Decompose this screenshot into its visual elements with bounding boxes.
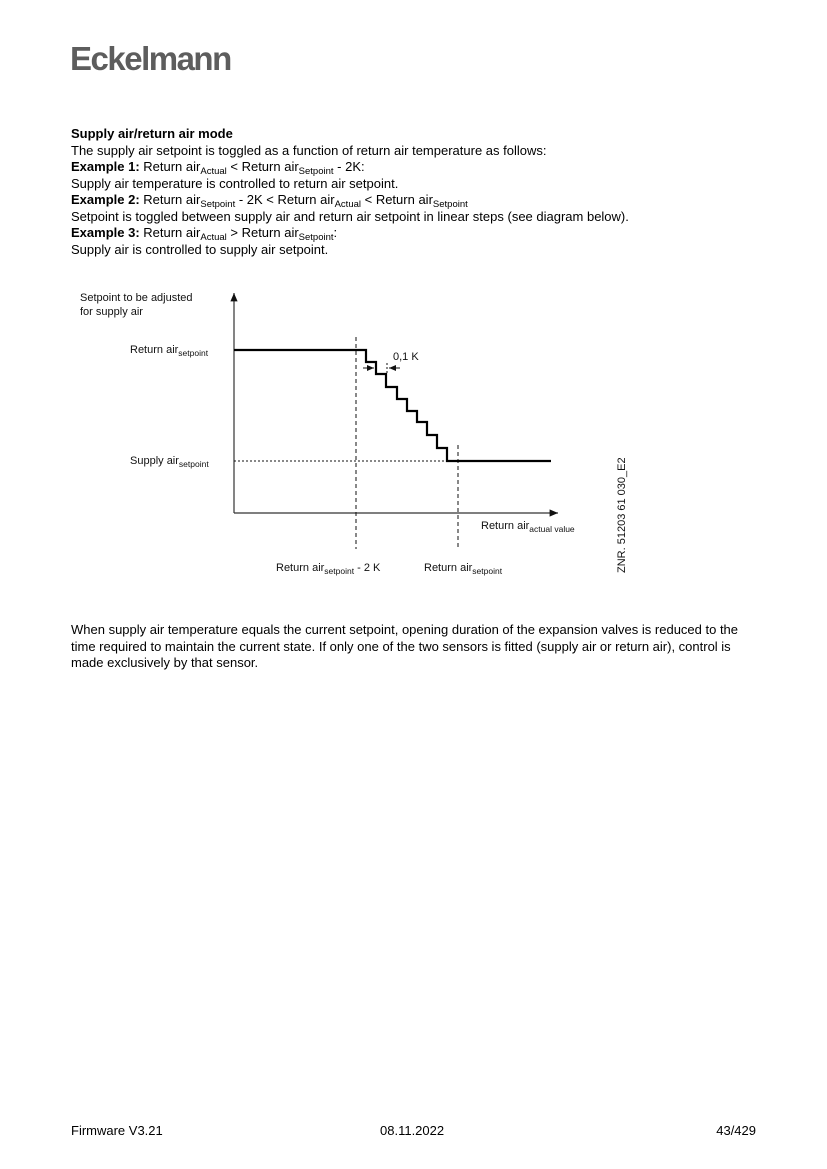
footer-firmware: Firmware V3.21 — [71, 1123, 163, 1138]
t: Return air — [481, 520, 530, 532]
s: Setpoint — [432, 199, 468, 210]
s: Setpoint — [298, 166, 334, 177]
t: < Return air — [226, 159, 299, 174]
s: Actual — [200, 232, 227, 243]
t: > Return air — [226, 225, 299, 240]
t: Return air — [139, 192, 201, 207]
y-axis-label-1: Setpoint to be adjusted — [80, 292, 193, 304]
t: Supply air — [130, 455, 179, 467]
t: : — [333, 225, 338, 240]
footer-page: 43/429 — [716, 1123, 756, 1138]
y-axis-label-2: for supply air — [80, 306, 143, 318]
x-mark-setpoint — [424, 562, 503, 576]
return-setpoint-label — [130, 344, 209, 358]
supply-setpoint-label — [130, 455, 209, 469]
section-heading: Supply air/return air mode — [71, 126, 233, 141]
s: setpoint — [178, 459, 209, 469]
s: setpoint — [472, 566, 503, 576]
s: Actual — [200, 166, 227, 177]
example-1-desc: Supply air temperature is controlled to return air setpoint. — [71, 175, 399, 191]
t: - 2K: — [333, 159, 365, 174]
closing-paragraph: When supply air temperature equals the current setpoint, opening duration of the expansion valves is reduced to the time required to maintain the current state. If only one of the two sensors is fitted (supply air or return air), control is made exclusively by that sensor. — [71, 622, 739, 670]
t: < Return air — [361, 192, 433, 207]
example-2-desc: Setpoint is toggled between supply air and return air setpoint in linear steps (see diagram below). — [71, 208, 629, 224]
s: Setpoint — [298, 232, 334, 243]
footer-date: 08.11.2022 — [380, 1123, 445, 1138]
t: Return air — [276, 562, 325, 574]
example-label: Example 2: — [71, 192, 140, 207]
s: actual value — [529, 524, 575, 534]
t: Return air — [139, 159, 201, 174]
t: Return air — [139, 225, 201, 240]
x-mark-setpoint-minus-2k — [276, 562, 381, 576]
s: Actual — [334, 199, 361, 210]
example-label: Example 1: — [71, 159, 140, 174]
t: - 2 K — [354, 562, 381, 574]
step-label: 0,1 K — [393, 351, 419, 363]
s: setpoint — [178, 348, 209, 358]
x-axis-label — [481, 520, 575, 534]
company-logo: Eckelmann — [70, 40, 231, 77]
t: - 2K < Return air — [235, 192, 335, 207]
drawing-number: ZNR. 51203 61 030_E2 — [616, 457, 628, 573]
example-3-desc: Supply air is controlled to supply air setpoint. — [71, 241, 329, 257]
t: Return air — [130, 344, 179, 356]
s: Setpoint — [200, 199, 236, 210]
t: Return air — [424, 562, 473, 574]
s: setpoint — [324, 566, 355, 576]
example-label: Example 3: — [71, 225, 140, 240]
setpoint-curve — [234, 350, 551, 461]
section-intro: The supply air setpoint is toggled as a function of return air temperature as follows: — [71, 142, 547, 158]
